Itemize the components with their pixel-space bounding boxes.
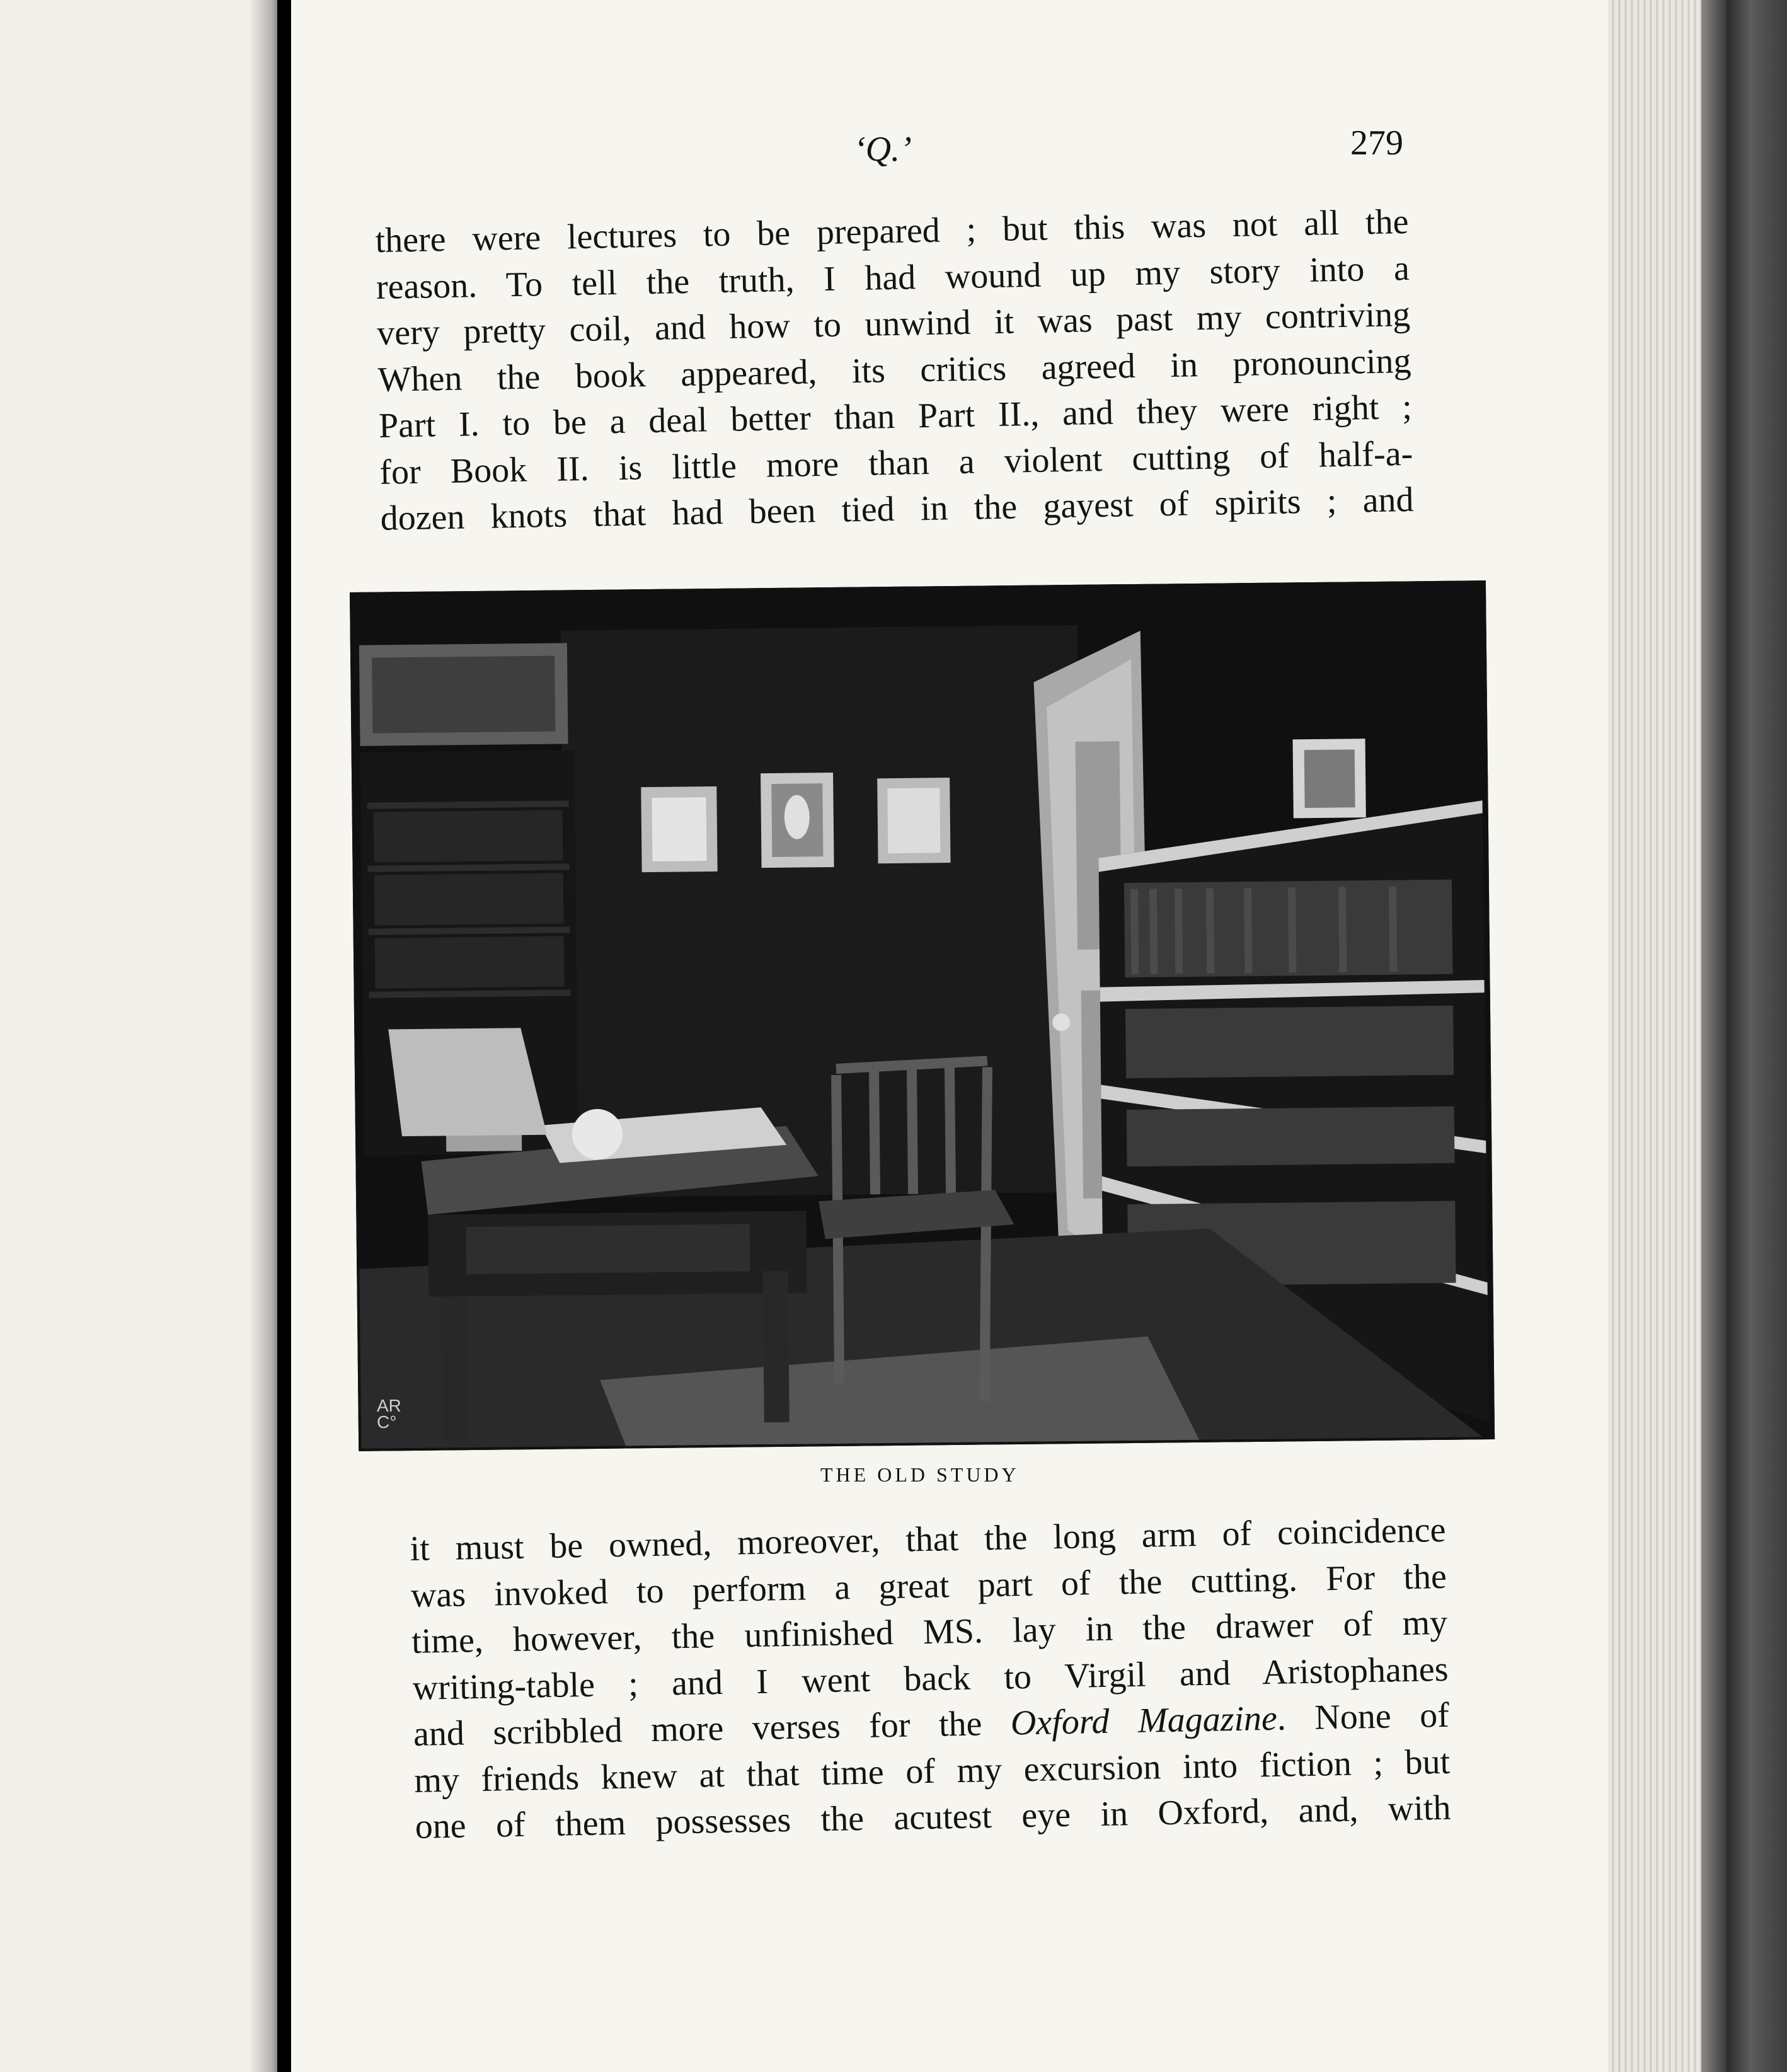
text-line: reason. To tell the truth, I had wound up my story into a: [376, 248, 1410, 307]
left-page: [0, 0, 280, 2072]
text-line: time, however, the unfinished MS. lay in the drawer of my: [411, 1603, 1448, 1661]
gutter-shadow: [249, 0, 280, 2072]
text-line: writing-table ; and I went back to Virgil and Aristophanes: [412, 1649, 1449, 1708]
engraver-mark-line-1: AR: [377, 1396, 401, 1415]
figure-caption: THE OLD STUDY: [820, 1463, 1020, 1486]
text-line: dozen knots that had been tied in the gayest of spirits ; and: [380, 480, 1415, 538]
book-cover-board: [1727, 0, 1787, 2072]
text-segment: . None of: [1277, 1695, 1450, 1738]
study-photograph: [350, 580, 1495, 1451]
text-line: very pretty coil, and how to unwind it was past my contriving: [376, 294, 1411, 353]
text-line: was invoked to perform a great part of the cutting. For the: [410, 1557, 1447, 1615]
study-photograph-image: [352, 583, 1492, 1449]
engraver-mark: [377, 1398, 401, 1430]
page-number: 279: [1350, 124, 1403, 163]
text-line: When the book appeared, its critics agreed in pronouncing: [377, 341, 1411, 400]
top-paragraph: [375, 199, 1414, 542]
text-line: there were lectures to be prepared ; but this was not all the: [375, 202, 1409, 260]
magazine-title: Oxford Magazine: [1010, 1698, 1278, 1743]
text-segment: and scribbled more verses for the: [413, 1703, 1011, 1754]
text-line: for Book II. is little more than a violent cutting of half-a-: [379, 434, 1413, 492]
engraver-mark-line-2: C°: [377, 1412, 397, 1432]
text-line: Part I. to be a deal better than Part II., and they were right ;: [378, 387, 1413, 446]
book-spine: [277, 0, 292, 2072]
text-line: one of them possesses the acutest eye in Oxford, and, with: [415, 1788, 1452, 1846]
page-edges-shadow: [1701, 0, 1727, 2072]
page-edges: [1608, 0, 1706, 2072]
text-line: it must be owned, moreover, that the long arm of coincidence: [410, 1510, 1446, 1568]
running-head: ‘Q.’: [854, 130, 912, 169]
text-line: my friends knew at that time of my excursion into fiction ; but: [413, 1742, 1451, 1800]
bottom-paragraph: [410, 1507, 1451, 1851]
